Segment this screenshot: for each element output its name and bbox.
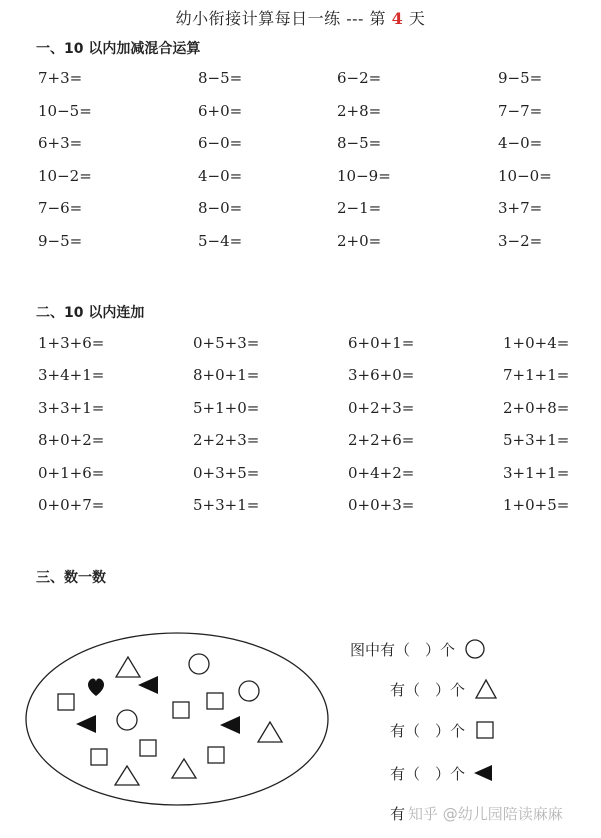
section-heading-2: 二、10 以内连加	[36, 305, 145, 321]
count-question-circle-text: 图中有（ ）个	[350, 641, 456, 659]
section-heading-3: 三、数一数	[36, 570, 106, 586]
black-triangle-shape	[220, 716, 240, 734]
part1-equation: 7−6=	[38, 199, 83, 218]
count-question-circle	[350, 638, 486, 660]
square-shape	[207, 693, 223, 709]
watermark-text: 知乎 @幼儿园陪读麻麻	[408, 805, 563, 823]
part2-equation: 0+0+7=	[38, 496, 105, 514]
circle-shape	[239, 681, 259, 701]
title-suffix: 天	[408, 9, 426, 28]
part2-equation: 1+3+6=	[38, 334, 105, 352]
shape-oval-figure	[20, 630, 340, 810]
part2-equation: 0+0+3=	[348, 496, 415, 514]
triangle-shape	[172, 759, 196, 778]
count-question-heart-text: 有	[390, 805, 406, 823]
part1-equation: 6+0=	[198, 101, 243, 120]
triangle-icon	[474, 678, 498, 700]
square-shape	[140, 740, 156, 756]
day-number: 4	[391, 9, 404, 28]
oval-outline	[26, 633, 328, 805]
part1-equation: 7−7=	[498, 101, 543, 120]
square-shape	[91, 749, 107, 765]
part1-equation: 10−5=	[38, 101, 92, 120]
part2-equation: 3+4+1=	[38, 366, 105, 385]
part1-equation: 6−2=	[337, 69, 382, 87]
black-triangle-icon	[472, 762, 494, 784]
part2-equation: 0+3+5=	[193, 463, 260, 482]
part1-equation: 7+3=	[38, 69, 83, 87]
heart-shape	[88, 679, 104, 696]
count-question-triangle	[390, 678, 498, 700]
count-question-triangle-text: 有（ ）个	[390, 681, 466, 699]
title-prefix: 幼小衔接计算每日一练 --- 第	[175, 9, 387, 28]
part2-equation: 0+2+3=	[348, 398, 415, 417]
triangle-shape	[115, 766, 139, 785]
circle-icon	[464, 638, 486, 660]
part2-equation: 0+1+6=	[38, 463, 105, 482]
triangle-shape	[116, 657, 140, 677]
black-triangle-shape	[76, 715, 96, 733]
square-shape	[173, 702, 189, 718]
circle-shape	[189, 654, 209, 674]
part1-equation: 10−9=	[337, 166, 391, 185]
section-heading-1: 一、10 以内加减混合运算	[36, 41, 201, 57]
part2-equation: 5+3+1=	[193, 496, 260, 514]
circle-shape	[117, 710, 137, 730]
part2-equation: 6+0+1=	[348, 334, 415, 352]
part1-equation: 10−0=	[498, 166, 552, 185]
part2-equation: 5+3+1=	[503, 431, 570, 450]
part2-equation: 3+1+1=	[503, 463, 570, 482]
count-question-black-triangle	[390, 762, 494, 784]
part1-equation: 8−5=	[198, 69, 243, 87]
square-icon	[474, 719, 496, 741]
part1-equation: 3+7=	[498, 199, 543, 218]
part2-equation: 1+0+4=	[503, 334, 570, 352]
part1-equation: 4−0=	[198, 166, 243, 185]
part1-equation: 8−0=	[198, 199, 243, 218]
part1-equation: 10−2=	[38, 166, 92, 185]
part1-equation: 8−5=	[337, 134, 382, 153]
part1-equation: 2−1=	[337, 199, 382, 218]
part1-equation: 9−5=	[498, 69, 543, 87]
part1-equation: 3−2=	[498, 232, 543, 250]
part1-equation: 6−0=	[198, 134, 243, 153]
square-shape	[58, 694, 74, 710]
part1-equation: 4−0=	[498, 134, 543, 153]
part2-equation: 1+0+5=	[503, 496, 570, 514]
part1-equation: 5−4=	[198, 232, 243, 250]
part2-equation: 2+2+6=	[348, 431, 415, 450]
part2-equation: 3+3+1=	[38, 398, 105, 417]
count-question-square	[390, 719, 496, 741]
part2-equation: 0+4+2=	[348, 463, 415, 482]
page-title	[0, 6, 601, 29]
triangle-shape	[258, 722, 282, 742]
count-question-heart	[390, 803, 405, 824]
square-shape	[208, 747, 224, 763]
part1-equation: 2+0=	[337, 232, 382, 250]
part2-equation: 2+2+3=	[193, 431, 260, 450]
part2-equation: 8+0+1=	[193, 366, 260, 385]
part2-equation: 8+0+2=	[38, 431, 105, 450]
part2-equation: 3+6+0=	[348, 366, 415, 385]
part1-equation: 9−5=	[38, 232, 83, 250]
part1-equation: 2+8=	[337, 101, 382, 120]
count-question-black-triangle-text: 有（ ）个	[390, 765, 466, 783]
part2-equation: 5+1+0=	[193, 398, 260, 417]
part2-equation: 7+1+1=	[503, 366, 570, 385]
count-question-square-text: 有（ ）个	[390, 722, 466, 740]
part1-equation: 6+3=	[38, 134, 83, 153]
part2-equation: 2+0+8=	[503, 398, 570, 417]
part2-equation: 0+5+3=	[193, 334, 260, 352]
black-triangle-shape	[138, 676, 158, 694]
